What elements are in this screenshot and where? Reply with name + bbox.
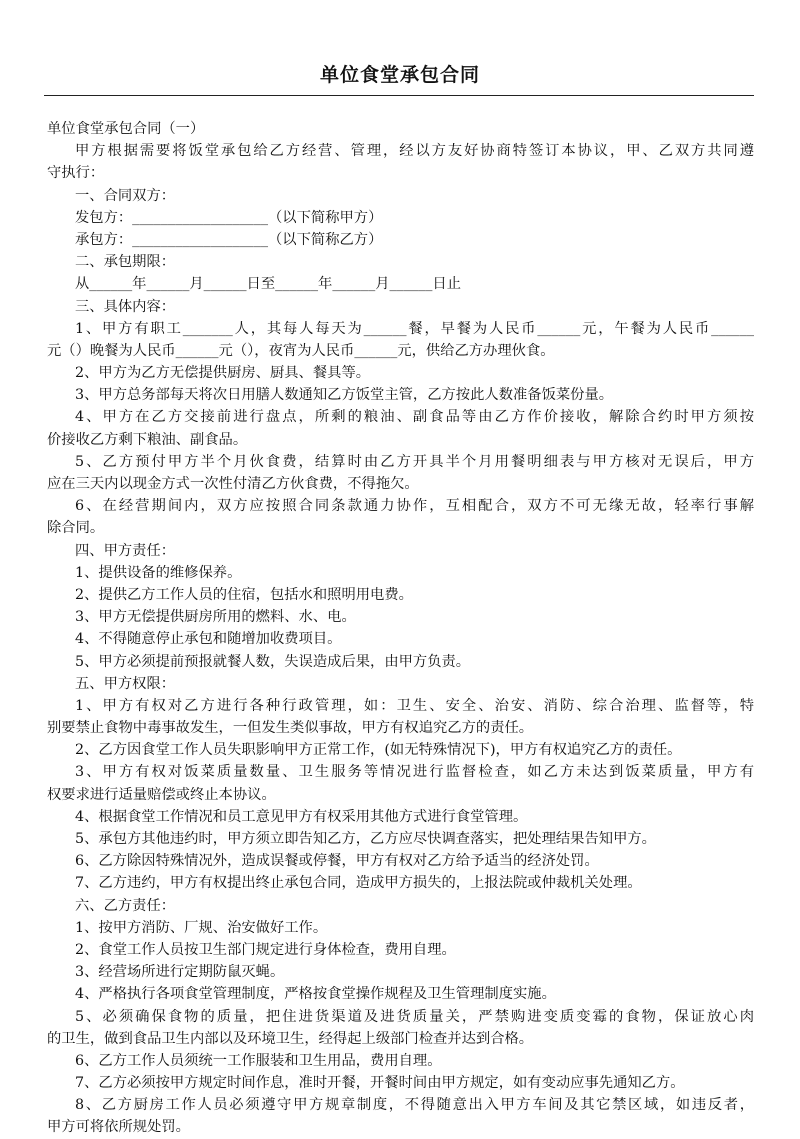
text-line: 8、乙方厨房工作人员必须遵守甲方规章制度，不得随意出入甲方车间及其它禁区域，如违反者，	[75, 1097, 754, 1114]
text-line: 5、承包方其他违约时，甲方须立即告知乙方，乙方应尽快调查落实，把处理结果告知甲方。	[75, 831, 656, 847]
text-line: 守执行：	[47, 165, 105, 182]
text-line: 从______年______月______日至______年______月______日止	[75, 276, 462, 293]
text-line: 3、甲方有权对饭菜质量数量、卫生服务等情况进行监督检查，如乙方未达到饭菜质量，甲方有	[75, 764, 754, 781]
text-line: 元（）晚餐为人民币______元（），夜宵为人民币______元，供给乙方办理伙食。	[47, 342, 555, 359]
text-line: 2、乙方因食堂工作人员失职影响甲方正常工作，(如无特殊情况下)，甲方有权追究乙方的责任。	[75, 742, 682, 759]
text-line: 6、在经营期间内，双方应按照合同条款通力协作，互相配合，双方不可无缘无故，轻率行事解	[75, 498, 754, 515]
text-line: 三、具体内容：	[75, 298, 176, 315]
text-line: 发包方：___________________（以下简称甲方）	[75, 209, 383, 226]
document-title: 单位食堂承包合同	[319, 64, 480, 86]
text-line: 4、甲方在乙方交接前进行盘点，所剩的粮油、副食品等由乙方作价接收，解除合约时甲方须按	[75, 409, 754, 426]
document-body	[47, 118, 754, 1139]
text-line: 4、严格执行各项食堂管理制度，严格按食堂操作规程及卫生管理制度实施。	[75, 986, 556, 1003]
text-line: 甲方根据需要将饭堂承包给乙方经营、管理，经以方友好协商特签订本协议，甲、乙双方共同遵	[75, 143, 754, 160]
text-line: 六、乙方责任：	[75, 897, 176, 914]
text-line: 2、甲方为乙方无偿提供厨房、厨具、餐具等。	[75, 365, 371, 382]
text-line: 4、根据食堂工作情况和员工意见甲方有权采用其他方式进行食堂管理。	[75, 808, 528, 825]
text-line: 二、承包期限：	[75, 254, 176, 271]
text-line: 2、提供乙方工作人员的住宿，包括水和照明用电费。	[75, 586, 413, 603]
text-line: 5、乙方预付甲方半个月伙食费，结算时由乙方开具半个月用餐明细表与甲方核对无误后，甲方	[75, 453, 754, 470]
text-line: 单位食堂承包合同（一）	[47, 121, 205, 137]
text-line: 1、甲方有职工_______人，其每人每天为______餐，早餐为人民币______元，午餐为人民币______	[75, 320, 754, 337]
text-line: 四、甲方责任：	[75, 542, 176, 559]
text-line: 3、甲方无偿提供厨房所用的燃料、水、电。	[75, 609, 356, 626]
text-line: 甲方可将依所规处罚。	[47, 1119, 190, 1136]
text-line: 除合同。	[47, 520, 105, 537]
text-line: 一、合同双方：	[75, 187, 176, 204]
text-line: 权要求进行适量赔偿或终止本协议。	[47, 786, 276, 803]
text-line: 1、按甲方消防、厂规、治安做好工作。	[75, 919, 328, 936]
text-line: 4、不得随意停止承包和随增加收费项目。	[75, 631, 342, 648]
text-line: 应在三天内以现金方式一次性付清乙方伙食费，不得拖欠。	[47, 476, 419, 492]
text-line: 7、乙方违约，甲方有权提出终止承包合同，造成甲方损失的，上报法院或仲裁机关处理。	[75, 875, 642, 892]
text-line: 3、经营场所进行定期防鼠灭蝇。	[75, 964, 285, 981]
text-line: 价接收乙方剩下粮油、副食品。	[47, 431, 248, 448]
text-line: 6、乙方工作人员须统一工作服装和卫生用品，费用自理。	[75, 1052, 442, 1069]
text-line: 5、必须确保食物的质量，把住进货渠道及进货质量关，严禁购进变质变霉的食物，保证放心肉	[75, 1008, 754, 1025]
text-line: 5、甲方必须提前预报就餐人数，失误造成后果，由甲方负责。	[75, 653, 471, 670]
text-line: 3、甲方总务部每天将次日用膳人数通知乙方饭堂主管，乙方按此人数准备饭菜份量。	[75, 387, 614, 404]
text-line: 的卫生，做到食品卫生内部以及环境卫生，经得起上级部门检查并达到合格。	[47, 1030, 534, 1047]
text-line: 五、甲方权限：	[75, 675, 176, 692]
text-line: 别要禁止食物中毒事故发生，一但发生类似事故，甲方有权追究乙方的责任。	[47, 720, 534, 737]
text-line: 7、乙方必须按甲方规定时间作息，准时开餐，开餐时间由甲方规定，如有变动应事先通知乙方。	[75, 1075, 685, 1092]
text-line: 6、乙方除因特殊情况外，造成误餐或停餐，甲方有权对乙方给予适当的经济处罚。	[75, 853, 599, 870]
text-line: 1、提供设备的维修保养。	[75, 564, 242, 581]
text-line: 承包方：___________________（以下简称乙方）	[75, 231, 383, 248]
text-line: 1、甲方有权对乙方进行各种行政管理，如：卫生、安全、治安、消防、综合治理、监督等，特	[75, 697, 754, 714]
title-divider	[44, 95, 754, 96]
text-line: 2、食堂工作人员按卫生部门规定进行身体检查，费用自理。	[75, 941, 456, 958]
